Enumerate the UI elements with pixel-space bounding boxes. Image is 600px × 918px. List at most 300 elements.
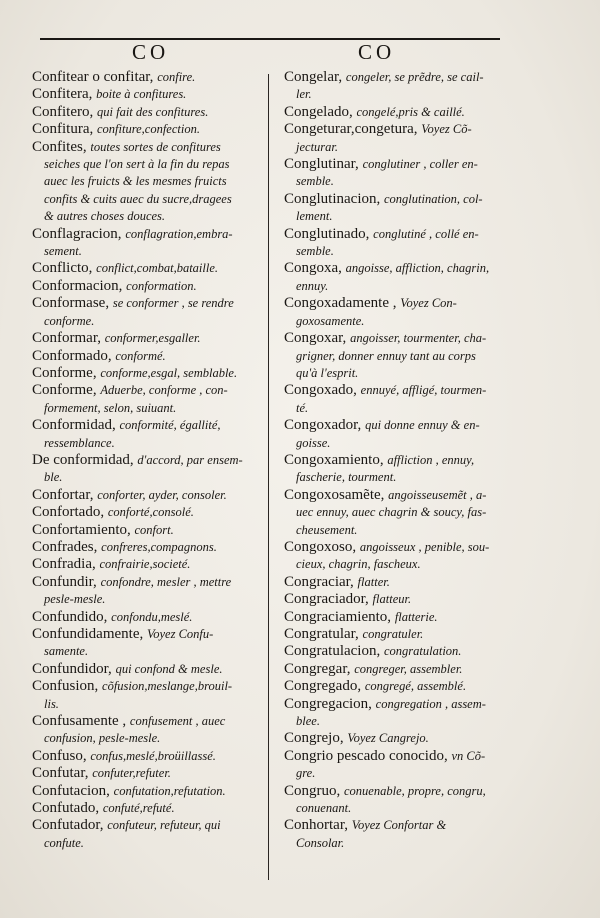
entry-continuation bbox=[284, 800, 516, 817]
definition: conuenant. bbox=[296, 801, 352, 816]
definition: qui fait des confitures. bbox=[97, 104, 209, 119]
definition: grigner, donner ennuy tant au corps bbox=[296, 348, 476, 363]
right-column bbox=[284, 69, 516, 852]
definition: conformité, égallité, bbox=[119, 418, 221, 433]
definition: conglutiné , collé en- bbox=[373, 226, 479, 241]
entry-continuation bbox=[284, 243, 516, 260]
definition: cheusement. bbox=[296, 522, 358, 537]
definition: congreger, assembler. bbox=[354, 661, 463, 676]
definition: confus,meslé,broüillassé. bbox=[90, 748, 216, 763]
dictionary-entry bbox=[32, 539, 260, 556]
definition: confiture,confection. bbox=[97, 122, 200, 137]
entry-continuation bbox=[284, 435, 516, 452]
headword: Confortado, bbox=[32, 504, 108, 521]
definition: confondu,meslé. bbox=[111, 609, 193, 624]
entry-continuation bbox=[284, 765, 516, 782]
dictionary-entry bbox=[284, 487, 516, 539]
entry-continuation bbox=[284, 173, 516, 190]
dictionary-entry bbox=[32, 504, 260, 521]
definition: lement. bbox=[296, 209, 333, 224]
definition: & autres choses douces. bbox=[44, 209, 166, 224]
entry-line bbox=[284, 748, 516, 765]
entry-line bbox=[32, 574, 260, 591]
definition: ennuyé, affligé, tourmen- bbox=[360, 383, 487, 398]
definition: ble. bbox=[44, 470, 63, 485]
entry-continuation bbox=[284, 313, 516, 330]
definition: confrairie,societé. bbox=[99, 557, 191, 572]
header-rule bbox=[40, 38, 500, 40]
definition: se conformer , se rendre bbox=[112, 296, 234, 311]
definition: confire. bbox=[157, 70, 196, 84]
dictionary-entry bbox=[284, 452, 516, 487]
definition: Voyez Con- bbox=[400, 296, 457, 311]
definition: Voyez Cõ- bbox=[421, 122, 472, 137]
entry-line bbox=[32, 504, 260, 521]
headword: Conglutinado, bbox=[284, 225, 374, 242]
headword: Confitera, bbox=[32, 86, 97, 103]
headword: Congoxa, bbox=[284, 260, 346, 277]
entry-line bbox=[32, 522, 260, 539]
dictionary-entry bbox=[284, 661, 516, 678]
headword: Conhortar, bbox=[284, 817, 352, 834]
entry-line bbox=[32, 260, 260, 277]
dictionary-entry bbox=[32, 783, 260, 800]
headword: Conformase, bbox=[32, 295, 113, 312]
definition: conglutiner , coller en- bbox=[362, 157, 478, 172]
headword: Congraciamiento, bbox=[284, 608, 395, 625]
definition: Aduerbe, conforme , con- bbox=[100, 383, 228, 398]
definition: ressemblance. bbox=[44, 435, 115, 450]
entry-line bbox=[32, 278, 260, 295]
definition: flatterie. bbox=[394, 609, 438, 624]
dictionary-entry bbox=[284, 696, 516, 731]
entry-continuation bbox=[32, 469, 260, 486]
definition: Voyez Cangrejo. bbox=[347, 731, 429, 746]
dictionary-entry bbox=[32, 278, 260, 295]
entry-line bbox=[32, 783, 260, 800]
definition: angoisseusemẽt , a- bbox=[388, 487, 487, 502]
dictionary-entry bbox=[284, 382, 516, 417]
definition: conglutination, col- bbox=[384, 191, 483, 206]
headword: Confutar, bbox=[32, 765, 93, 782]
definition: conforté,consolé. bbox=[107, 505, 194, 520]
entry-continuation bbox=[284, 522, 516, 539]
entry-line bbox=[32, 626, 260, 643]
definition: congregé, assemblé. bbox=[364, 679, 467, 694]
entry-line bbox=[284, 104, 516, 121]
headword: Confundidor, bbox=[32, 660, 116, 677]
entry-line bbox=[284, 730, 516, 747]
headword: Confusion, bbox=[32, 678, 103, 695]
entry-line bbox=[32, 765, 260, 782]
entry-continuation bbox=[32, 243, 260, 260]
definition: ler. bbox=[296, 87, 312, 102]
entry-line bbox=[32, 104, 260, 121]
definition: confute. bbox=[44, 835, 84, 850]
headword: Conformidad, bbox=[32, 417, 120, 434]
definition: confuter,refuter. bbox=[92, 766, 171, 781]
entry-line bbox=[284, 678, 516, 695]
entry-continuation bbox=[284, 348, 516, 365]
entry-line bbox=[284, 121, 516, 138]
entry-line bbox=[32, 817, 260, 834]
entry-continuation bbox=[32, 835, 260, 852]
definition: angoisser, tourmenter, cha- bbox=[350, 331, 487, 346]
dictionary-entry bbox=[32, 487, 260, 504]
definition: angoisseux , penible, sou- bbox=[359, 539, 490, 554]
entry-line bbox=[284, 226, 516, 243]
definition: conflict,combat,bataille. bbox=[96, 261, 219, 276]
definition: confondre, mesler , mettre bbox=[100, 574, 232, 589]
definition: ennuy. bbox=[296, 278, 329, 293]
definition: semble. bbox=[296, 244, 334, 259]
dictionary-entry bbox=[284, 783, 516, 818]
headword: Congraciar, bbox=[284, 573, 358, 590]
entry-continuation bbox=[284, 86, 516, 103]
definition: cieux, chagrin, fascheux. bbox=[296, 557, 421, 572]
definition: formement, selon, suiuant. bbox=[44, 400, 177, 415]
page-header bbox=[40, 36, 500, 68]
entry-line bbox=[32, 348, 260, 365]
headword: Congregado, bbox=[284, 678, 365, 695]
definition: blee. bbox=[296, 714, 320, 729]
definition: Voyez Confortar & bbox=[351, 818, 447, 833]
entry-continuation bbox=[284, 469, 516, 486]
dictionary-entry bbox=[32, 69, 260, 86]
headword: Congratulacion, bbox=[284, 643, 384, 660]
headword: Congoxadamente , bbox=[284, 295, 401, 312]
definition: conforme. bbox=[44, 313, 95, 328]
headword: Congoxosamẽte, bbox=[284, 486, 389, 503]
entry-line bbox=[32, 382, 260, 399]
definition: conuenable, propre, congru, bbox=[344, 783, 486, 798]
definition: té. bbox=[296, 400, 309, 415]
entry-line bbox=[32, 487, 260, 504]
headword: Confitear o confitar, bbox=[32, 69, 158, 85]
entry-continuation bbox=[284, 278, 516, 295]
dictionary-entry bbox=[32, 86, 260, 103]
dictionary-entry bbox=[284, 260, 516, 295]
entry-continuation bbox=[32, 208, 260, 225]
definition: flatteur. bbox=[372, 592, 412, 607]
definition: gre. bbox=[296, 766, 316, 781]
headword: Confuso, bbox=[32, 747, 91, 764]
entry-line bbox=[284, 817, 516, 834]
headword: Confundido, bbox=[32, 608, 112, 625]
entry-line bbox=[284, 661, 516, 678]
definition: samente. bbox=[44, 644, 89, 659]
dictionary-entry bbox=[32, 365, 260, 382]
dictionary-entry bbox=[284, 609, 516, 626]
definition: confuteur, refuteur, qui bbox=[107, 818, 221, 833]
dictionary-entry bbox=[32, 226, 260, 261]
entry-line bbox=[32, 556, 260, 573]
headword: Congelar, bbox=[284, 69, 346, 85]
headword: Confutador, bbox=[32, 817, 108, 834]
entry-continuation bbox=[32, 156, 260, 173]
entry-line bbox=[284, 69, 516, 86]
headword: Conforme, bbox=[32, 364, 101, 381]
definition: seiches que l'on sert à la fin du repas bbox=[44, 157, 230, 172]
dictionary-entry bbox=[284, 295, 516, 330]
definition: conformation. bbox=[126, 278, 197, 293]
headword: Confundidamente, bbox=[32, 626, 147, 642]
definition: goxosamente. bbox=[296, 313, 365, 328]
dictionary-entry bbox=[32, 556, 260, 573]
running-head-left: CO bbox=[132, 40, 170, 64]
dictionary-entry bbox=[284, 748, 516, 783]
headword: Congratular, bbox=[284, 626, 363, 642]
definition: confreres,compagnons. bbox=[101, 539, 217, 554]
entry-line bbox=[32, 800, 260, 817]
dictionary-entry bbox=[32, 417, 260, 452]
definition: auec les fruicts & les mesmes fruicts bbox=[44, 174, 227, 189]
dictionary-entry bbox=[284, 591, 516, 608]
headword: Congregar, bbox=[284, 660, 355, 677]
dictionary-entry bbox=[284, 226, 516, 261]
entry-line bbox=[284, 260, 516, 277]
dictionary-entry bbox=[32, 800, 260, 817]
entry-line bbox=[284, 643, 516, 660]
definition: pesle-mesle. bbox=[44, 592, 106, 607]
definition: lis. bbox=[44, 696, 59, 711]
entry-line bbox=[284, 487, 516, 504]
entry-continuation bbox=[284, 504, 516, 521]
headword: Confutacion, bbox=[32, 782, 114, 799]
definition: goisse. bbox=[296, 435, 331, 450]
entry-line bbox=[32, 678, 260, 695]
definition: congeler, se prẽdre, se cail- bbox=[345, 70, 484, 84]
dictionary-entry bbox=[284, 539, 516, 574]
headword: Confortar, bbox=[32, 486, 98, 503]
definition: jecturar. bbox=[296, 139, 339, 154]
running-head-right: CO bbox=[358, 40, 396, 64]
dictionary-entry bbox=[284, 121, 516, 156]
entry-line bbox=[32, 226, 260, 243]
definition: confuté,refuté. bbox=[102, 801, 175, 816]
definition: confits & cuits auec du sucre,dragees bbox=[44, 191, 232, 206]
entry-continuation bbox=[284, 365, 516, 382]
definition: qui confond & mesle. bbox=[115, 661, 223, 676]
headword: Conformado, bbox=[32, 347, 116, 364]
definition: confusion, pesle-mesle. bbox=[44, 731, 161, 746]
dictionary-entry bbox=[284, 417, 516, 452]
entry-line bbox=[32, 417, 260, 434]
column-divider bbox=[268, 74, 269, 880]
entry-line bbox=[284, 156, 516, 173]
dictionary-entry bbox=[284, 626, 516, 643]
dictionary-entry bbox=[284, 330, 516, 382]
entry-continuation bbox=[32, 313, 260, 330]
dictionary-entry bbox=[284, 817, 516, 852]
entry-continuation bbox=[32, 173, 260, 190]
entry-continuation bbox=[284, 139, 516, 156]
definition: qu'à l'esprit. bbox=[296, 365, 359, 380]
definition: affliction , ennuy, bbox=[387, 452, 475, 467]
definition: confort. bbox=[134, 522, 174, 537]
entry-line bbox=[32, 330, 260, 347]
definition: congregation , assem- bbox=[375, 696, 486, 711]
definition: conforme,esgal, semblable. bbox=[100, 365, 238, 380]
dictionary-entry bbox=[284, 156, 516, 191]
headword: Confitura, bbox=[32, 121, 97, 138]
definition: boite à confitures. bbox=[96, 87, 187, 102]
headword: Congoxado, bbox=[284, 382, 361, 399]
headword: Conglutinacion, bbox=[284, 190, 384, 207]
dictionary-entry bbox=[284, 191, 516, 226]
dictionary-entry bbox=[32, 382, 260, 417]
entry-line bbox=[32, 139, 260, 156]
dictionary-entry bbox=[32, 661, 260, 678]
definition: cõfusion,meslange,brouil- bbox=[102, 679, 233, 694]
headword: Congoxamiento, bbox=[284, 451, 388, 468]
headword: Confusamente , bbox=[32, 713, 130, 730]
dictionary-entry bbox=[284, 730, 516, 747]
dictionary-entry bbox=[32, 748, 260, 765]
headword: Congelado, bbox=[284, 103, 357, 120]
entry-continuation bbox=[284, 713, 516, 730]
dictionary-entry bbox=[32, 678, 260, 713]
dictionary-entry bbox=[32, 609, 260, 626]
entry-line bbox=[284, 609, 516, 626]
entry-line bbox=[284, 295, 516, 312]
left-column bbox=[32, 69, 260, 852]
entry-line bbox=[284, 783, 516, 800]
entry-line bbox=[284, 191, 516, 208]
dictionary-entry bbox=[32, 139, 260, 226]
headword: Conformar, bbox=[32, 330, 105, 347]
headword: Congraciador, bbox=[284, 591, 373, 608]
headword: Confitero, bbox=[32, 103, 97, 120]
entry-line bbox=[284, 626, 516, 643]
entry-line bbox=[284, 330, 516, 347]
entry-line bbox=[32, 748, 260, 765]
headword: Confortamiento, bbox=[32, 521, 135, 538]
definition: angoisse, affliction, chagrin, bbox=[345, 261, 490, 276]
dictionary-entry bbox=[32, 713, 260, 748]
definition: semble. bbox=[296, 174, 334, 189]
entry-line bbox=[32, 365, 260, 382]
dictionary-entry bbox=[32, 817, 260, 852]
entry-line bbox=[284, 382, 516, 399]
definition: fascherie, tourment. bbox=[296, 470, 397, 485]
entry-line bbox=[284, 574, 516, 591]
headword: Confradia, bbox=[32, 556, 100, 573]
definition: d'accord, par ensem- bbox=[137, 452, 243, 467]
definition: qui donne ennuy & en- bbox=[365, 418, 480, 433]
entry-continuation bbox=[284, 835, 516, 852]
dictionary-entry bbox=[32, 330, 260, 347]
dictionary-entry bbox=[32, 574, 260, 609]
dictionary-entry bbox=[284, 69, 516, 104]
entry-continuation bbox=[32, 591, 260, 608]
definition: uec ennuy, auec chagrin & soucy, fas- bbox=[296, 505, 487, 520]
entry-continuation bbox=[32, 400, 260, 417]
entry-continuation bbox=[284, 208, 516, 225]
entry-line bbox=[32, 713, 260, 730]
headword: Conformacion, bbox=[32, 277, 127, 294]
definition: conflagration,embra- bbox=[125, 226, 233, 241]
entry-line bbox=[32, 452, 260, 469]
definition: sement. bbox=[44, 244, 82, 259]
headword: Confundir, bbox=[32, 573, 101, 590]
entry-continuation bbox=[32, 696, 260, 713]
dictionary-entry bbox=[32, 452, 260, 487]
headword: Congrio pescado conocido, bbox=[284, 747, 452, 764]
dictionary-entry bbox=[284, 104, 516, 121]
headword: Congoxar, bbox=[284, 330, 351, 347]
headword: Confrades, bbox=[32, 538, 102, 555]
entry-line bbox=[32, 295, 260, 312]
dictionary-entry bbox=[32, 104, 260, 121]
entry-continuation bbox=[32, 191, 260, 208]
definition: Voyez Confu- bbox=[146, 627, 214, 641]
headword: Confutado, bbox=[32, 800, 103, 817]
entry-line bbox=[284, 452, 516, 469]
entry-line bbox=[32, 86, 260, 103]
headword: Congruo, bbox=[284, 782, 344, 799]
entry-continuation bbox=[32, 643, 260, 660]
entry-line bbox=[32, 69, 260, 86]
headword: Congoxador, bbox=[284, 417, 366, 434]
dictionary-entry bbox=[32, 295, 260, 330]
definition: flatter. bbox=[357, 574, 390, 589]
headword: Confites, bbox=[32, 138, 91, 155]
dictionary-entry bbox=[32, 765, 260, 782]
headword: Congoxoso, bbox=[284, 538, 360, 555]
entry-line bbox=[284, 591, 516, 608]
definition: confutation,refutation. bbox=[113, 783, 226, 798]
definition: toutes sortes de confitures bbox=[90, 139, 221, 154]
dictionary-entry bbox=[32, 348, 260, 365]
dictionary-entry bbox=[284, 574, 516, 591]
definition: conformer,esgaller. bbox=[104, 331, 201, 346]
definition: conformé. bbox=[115, 348, 166, 363]
dictionary-entry bbox=[284, 678, 516, 695]
definition: congratulation. bbox=[383, 644, 462, 659]
entry-line bbox=[32, 121, 260, 138]
definition: congratuler. bbox=[362, 627, 424, 641]
entry-continuation bbox=[284, 400, 516, 417]
entry-continuation bbox=[32, 730, 260, 747]
headword: Conflagracion, bbox=[32, 225, 126, 242]
entry-continuation bbox=[284, 556, 516, 573]
dictionary-entry bbox=[32, 626, 260, 661]
dictionary-entry bbox=[32, 260, 260, 277]
entry-continuation bbox=[32, 435, 260, 452]
entry-line bbox=[284, 417, 516, 434]
headword: Conglutinar, bbox=[284, 156, 363, 173]
entry-line bbox=[284, 696, 516, 713]
headword: Conflicto, bbox=[32, 260, 97, 277]
dictionary-entry bbox=[32, 522, 260, 539]
dictionary-entry bbox=[284, 643, 516, 660]
definition: confusement , auec bbox=[129, 714, 226, 729]
entry-line bbox=[32, 661, 260, 678]
headword: De conformidad, bbox=[32, 451, 138, 468]
entry-line bbox=[32, 609, 260, 626]
entry-line bbox=[284, 539, 516, 556]
headword: Congregacion, bbox=[284, 695, 376, 712]
definition: congelé,pris & caillé. bbox=[356, 104, 465, 119]
headword: Conforme, bbox=[32, 382, 101, 399]
headword: Congrejo, bbox=[284, 730, 348, 747]
definition: conforter, ayder, consoler. bbox=[97, 487, 227, 502]
dictionary-entry bbox=[32, 121, 260, 138]
definition: vn Cõ- bbox=[451, 748, 486, 763]
definition: Consolar. bbox=[296, 835, 345, 850]
headword: Congeturar,congetura, bbox=[284, 121, 422, 138]
